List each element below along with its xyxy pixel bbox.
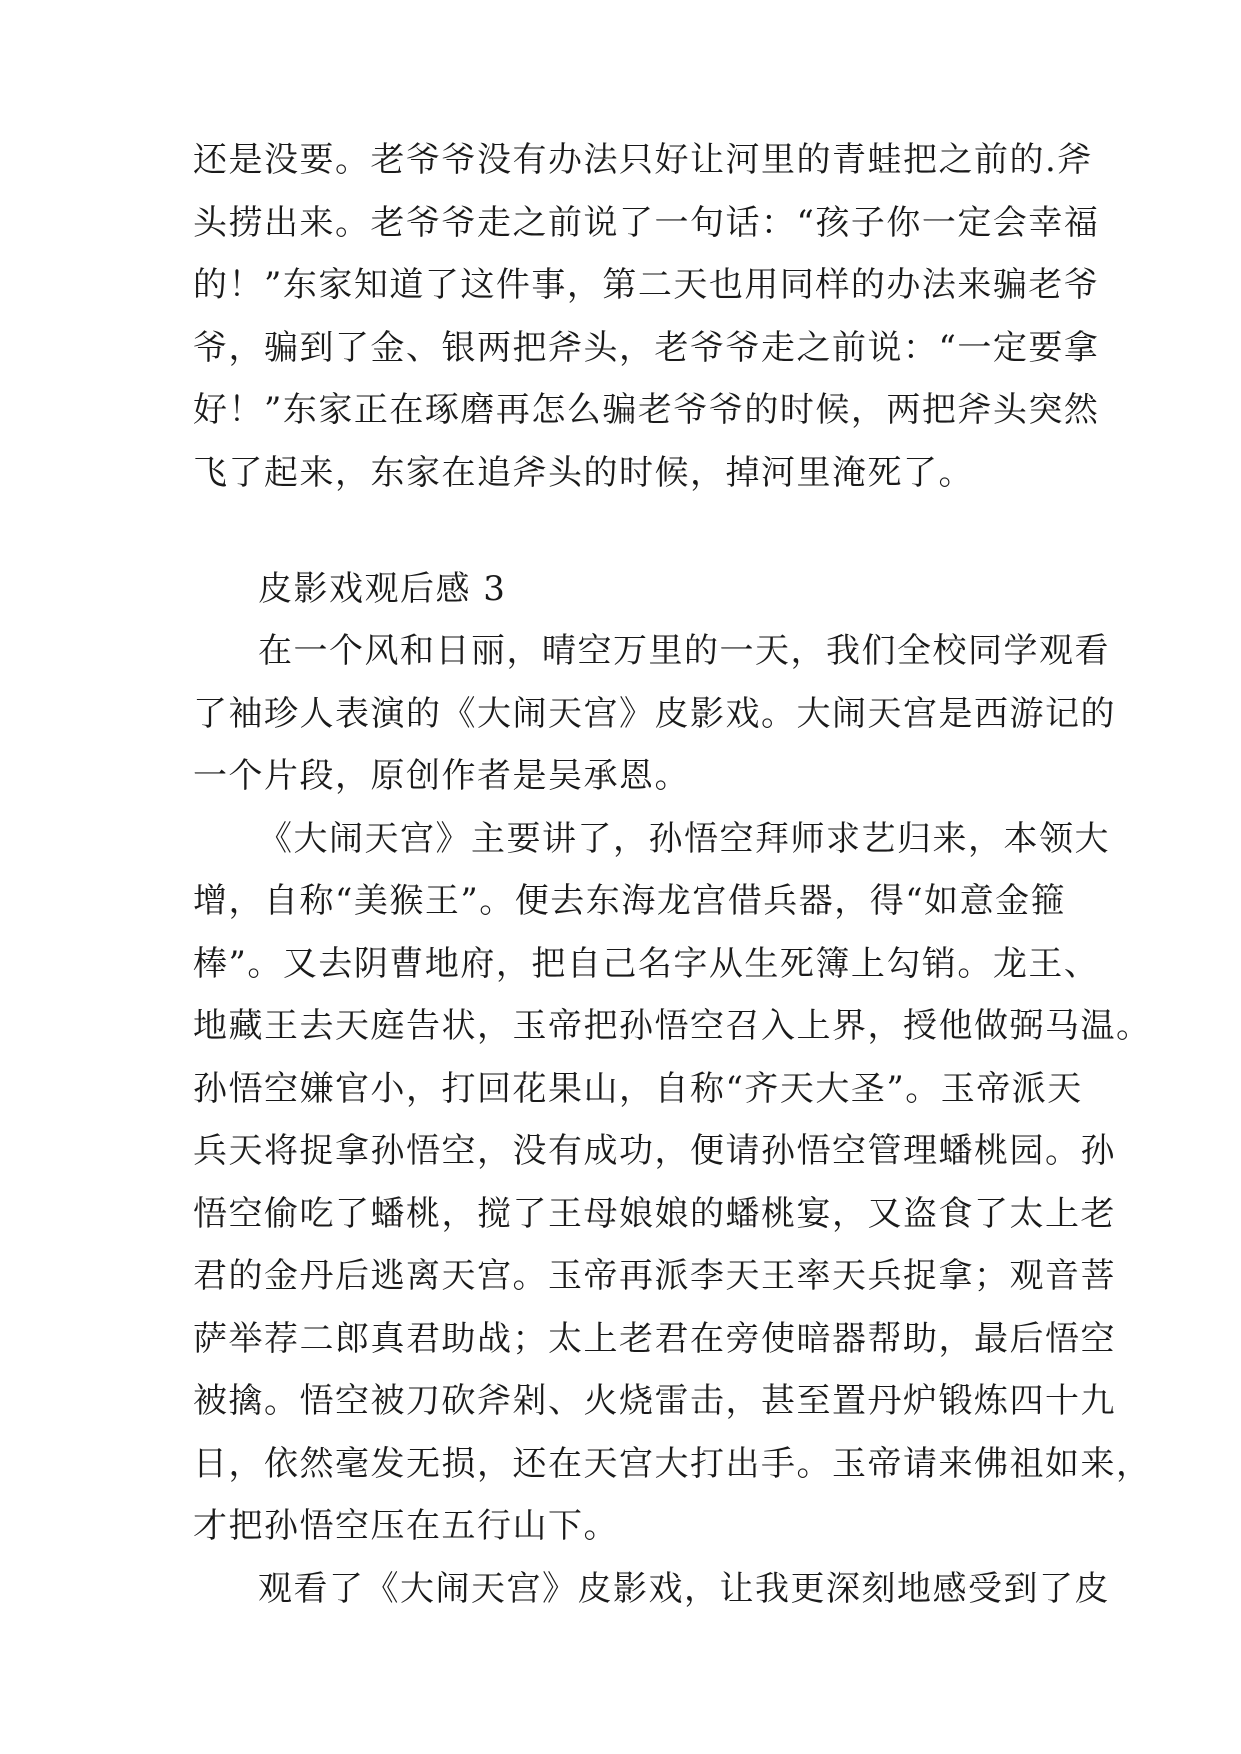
section-title: 皮影戏观后感 3 [258, 569, 507, 609]
text-line: 头捞出来。老爷爷走之前说了一句话：“孩子你一定会幸福 [193, 203, 1100, 243]
text-line: 爷，骗到了金、银两把斧头，老爷爷走之前说：“一定要拿 [193, 328, 1100, 368]
text-line: 棒”。又去阴曹地府，把自己名字从生死簿上勾销。龙王、 [193, 944, 1100, 984]
text-line: 好！”东家正在琢磨再怎么骗老爷爷的时候，两把斧头突然 [193, 390, 1100, 430]
text-line: 《大闹天宫》主要讲了，孙悟空拜师求艺归来，本领大 [258, 819, 1110, 859]
text-line: 观看了《大闹天宫》皮影戏，让我更深刻地感受到了皮 [258, 1569, 1110, 1609]
text-line: 才把孙悟空压在五行山下。 [193, 1506, 619, 1546]
text-line: 地藏王去天庭告状，玉帝把孙悟空召入上界，授他做弼马温。 [193, 1006, 1152, 1046]
text-line: 的！”东家知道了这件事，第二天也用同样的办法来骗老爷 [193, 265, 1100, 305]
text-line: 增，自称“美猴王”。便去东海龙宫借兵器，得“如意金箍 [193, 881, 1067, 921]
text-line: 在一个风和日丽，晴空万里的一天，我们全校同学观看 [258, 631, 1110, 671]
text-line: 兵天将捉拿孙悟空，没有成功，便请孙悟空管理蟠桃园。孙 [193, 1131, 1116, 1171]
text-line: 日，依然毫发无损，还在天宫大打出手。玉帝请来佛祖如来， [193, 1444, 1152, 1484]
text-line: 萨举荐二郎真君助战；太上老君在旁使暗器帮助，最后悟空 [193, 1319, 1116, 1359]
text-line: 一个片段，原创作者是吴承恩。 [193, 756, 690, 796]
text-line: 悟空偷吃了蟠桃，搅了王母娘娘的蟠桃宴，又盗食了太上老 [193, 1194, 1116, 1234]
text-line: 飞了起来，东家在追斧头的时候，掉河里淹死了。 [193, 453, 974, 493]
text-line: 孙悟空嫌官小，打回花果山，自称“齐天大圣”。玉帝派天 [193, 1069, 1083, 1109]
text-line: 还是没要。老爷爷没有办法只好让河里的青蛙把之前的.斧 [193, 140, 1093, 180]
text-line: 被擒。悟空被刀砍斧剁、火烧雷击，甚至置丹炉锻炼四十九 [193, 1381, 1116, 1421]
text-line: 君的金丹后逃离天宫。玉帝再派李天王率天兵捉拿；观音菩 [193, 1256, 1116, 1296]
text-line: 了袖珍人表演的《大闹天宫》皮影戏。大闹天宫是西游记的 [193, 694, 1116, 734]
